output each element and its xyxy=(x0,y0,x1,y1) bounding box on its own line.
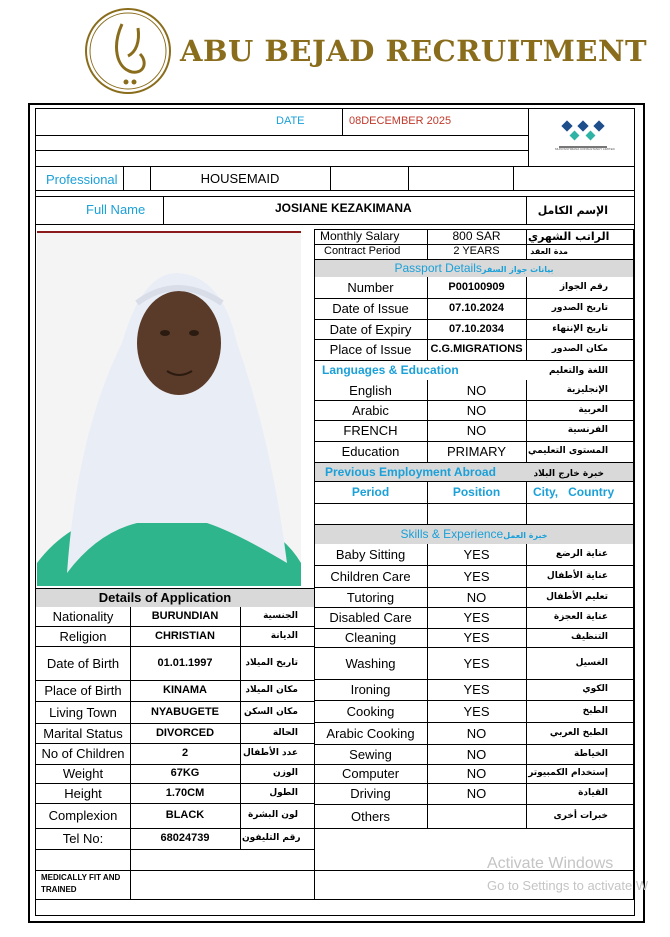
application-row-arabic: رقم التليفون xyxy=(242,833,301,843)
full-name-label: Full Name xyxy=(86,202,146,217)
applicant-photo xyxy=(37,231,301,586)
employment-col-position: Position xyxy=(452,485,501,499)
skill-row-label: Ironing xyxy=(350,682,391,697)
application-row-value: NYABUGETE xyxy=(150,706,220,718)
skill-row-value: YES xyxy=(463,610,490,625)
passport-row-label: Number xyxy=(347,280,394,295)
application-row-arabic: الديانة xyxy=(270,631,298,641)
skill-row-arabic: الكوي xyxy=(582,684,608,694)
application-row-arabic: عدد الأطفال xyxy=(242,748,298,758)
application-row-arabic: الطول xyxy=(269,788,298,798)
skill-row-value: NO xyxy=(466,747,487,762)
skill-row-label: Children Care xyxy=(330,569,411,584)
application-row-value: CHRISTIAN xyxy=(155,630,215,642)
application-row-arabic: مكان الميلاد xyxy=(245,685,298,695)
application-row-label: Weight xyxy=(62,766,104,781)
application-row-arabic: الوزن xyxy=(273,768,298,778)
skill-row-label: Arabic Cooking xyxy=(326,726,415,741)
skill-row-value: NO xyxy=(466,590,487,605)
application-row-arabic: الحالة xyxy=(272,728,298,738)
skill-row-value: YES xyxy=(463,547,490,562)
application-row-arabic: تاريخ الميلاد xyxy=(245,658,298,668)
skill-row-value: YES xyxy=(463,656,490,671)
application-row-label: Complexion xyxy=(48,808,118,823)
full-name-arabic: الإسم الكامل xyxy=(537,204,608,217)
skill-row-label: Cleaning xyxy=(344,630,397,645)
passport-row-value: C.G.MIGRATIONS xyxy=(430,343,523,355)
language-row-arabic: العربية xyxy=(578,405,608,415)
languages-title: Languages & Education xyxy=(322,363,459,377)
application-row-value: BURUNDIAN xyxy=(151,610,219,622)
application-row-value: KINAMA xyxy=(163,684,207,696)
employment-col-period: Period xyxy=(351,485,390,499)
skill-row-arabic: خبرات أخرى xyxy=(553,811,608,821)
medical-note: MEDICALLY FIT AND TRAINED xyxy=(41,873,121,894)
application-row-label: Place of Birth xyxy=(44,683,122,698)
passport-row-label: Place of Issue xyxy=(329,342,412,357)
passport-row-value: 07.10.2024 xyxy=(448,302,505,314)
company-logo xyxy=(82,6,174,96)
skill-row-label: Computer xyxy=(341,766,400,781)
salary-label: Monthly Salary xyxy=(320,229,400,243)
language-row-arabic: الإنجليزية xyxy=(566,385,608,395)
passport-row-label: Date of Issue xyxy=(332,301,409,316)
contract-period-arabic: مدة العقد xyxy=(530,247,568,256)
language-row-label: Education xyxy=(341,444,400,459)
salary-value: 800 SAR xyxy=(452,229,501,243)
passport-row-arabic: مكان الصدور xyxy=(551,344,608,354)
skills-title-ar: خبرة العمل xyxy=(503,531,548,540)
application-row-value: BLACK xyxy=(165,809,205,821)
language-row-label: FRENCH xyxy=(343,423,398,438)
skill-row-label: Baby Sitting xyxy=(335,547,406,562)
skill-row-arabic: تعليم الأطفال xyxy=(546,592,608,602)
skill-row-value: YES xyxy=(463,569,490,584)
application-row-label: Religion xyxy=(59,629,107,644)
passport-row-value: P00100909 xyxy=(448,281,505,293)
profession-label: Professional xyxy=(46,172,118,187)
passport-row-arabic: تاريخ الصدور xyxy=(551,303,608,313)
passport-row-value: 07.10.2034 xyxy=(448,323,505,335)
full-name-value: JOSIANE KEZAKIMANA xyxy=(275,201,412,215)
passport-title-ar: بيانات جواز السفر xyxy=(481,265,554,274)
company-name: ABU BEJAD RECRUITMENT xyxy=(180,34,648,68)
skill-row-value: YES xyxy=(463,630,490,645)
application-row-label: Height xyxy=(64,786,102,801)
skills-title-en: Skills & Experience xyxy=(400,527,504,541)
profession-value: HOUSEMAID xyxy=(200,171,280,186)
skill-row-label: Washing xyxy=(345,656,396,671)
passport-row-arabic: تاريخ الإنتهاء xyxy=(552,324,608,334)
application-row-value: 2 xyxy=(181,747,189,759)
skill-row-arabic: إستخدام الكمبيوتر xyxy=(528,768,608,778)
language-row-arabic: الفرنسية xyxy=(567,425,608,435)
language-row-label: Arabic xyxy=(352,403,389,418)
date-label: DATE xyxy=(276,115,305,127)
skill-row-value: NO xyxy=(466,726,487,741)
date-value: 08DECEMBER 2025 xyxy=(349,115,452,127)
skill-row-value: YES xyxy=(463,704,490,719)
skill-row-value: NO xyxy=(466,766,487,781)
salary-arabic: الراتب الشهري xyxy=(528,230,610,243)
passport-row-arabic: رقم الجواز xyxy=(559,282,608,292)
skill-row-arabic: عناية الرضع xyxy=(555,549,608,559)
skill-row-arabic: القيادة xyxy=(578,788,608,798)
skill-row-arabic: الطبخ xyxy=(582,706,608,716)
skill-row-arabic: الغسيل xyxy=(575,658,608,668)
skill-row-label: Others xyxy=(350,809,390,824)
skill-row-label: Cooking xyxy=(346,704,395,719)
application-row-label: Tel No: xyxy=(62,831,104,846)
language-row-value: NO xyxy=(466,423,487,438)
employment-title-arabic: خبرة خارج البلاد xyxy=(533,469,604,479)
skill-row-arabic: الطبخ العربي xyxy=(549,728,608,738)
application-row-value: 67KG xyxy=(170,767,200,779)
language-row-label: English xyxy=(349,383,392,398)
application-row-value: DIVORCED xyxy=(155,727,215,739)
skill-row-label: Tutoring xyxy=(346,590,395,605)
passport-title xyxy=(315,261,633,277)
skills-title xyxy=(315,527,633,543)
skill-row-value: NO xyxy=(466,786,487,801)
application-title: Details of Application xyxy=(98,590,232,605)
skill-row-arabic: التنظيف xyxy=(571,632,608,642)
contract-period-label: Contract Period xyxy=(324,245,401,257)
application-row-value: 01.01.1997 xyxy=(157,657,213,669)
skill-row-arabic: عناية الأطفال xyxy=(546,571,608,581)
application-row-label: Date of Birth xyxy=(46,656,120,671)
application-row-value: 1.70CM xyxy=(165,787,205,799)
application-row-label: Living Town xyxy=(49,705,117,720)
application-row-arabic: مكان السكن xyxy=(244,707,298,717)
application-row-label: No of Children xyxy=(41,746,125,761)
passport-row-label: Date of Expiry xyxy=(329,322,412,337)
application-row-label: Marital Status xyxy=(43,726,123,741)
passport-title-en: Passport Details xyxy=(394,261,482,275)
employment-col-country: Country xyxy=(568,485,615,499)
application-row-label: Nationality xyxy=(52,609,114,624)
activate-windows-subtitle: Go to Settings to activate W xyxy=(487,878,649,893)
contract-period-value: 2 YEARS xyxy=(453,245,500,257)
skill-row-label: Disabled Care xyxy=(329,610,412,625)
activate-windows-title: Activate Windows xyxy=(487,855,614,872)
employment-title: Previous Employment Abroad xyxy=(325,465,496,479)
language-row-value: PRIMARY xyxy=(447,444,506,459)
partner-logo-caption: MUNYANYIMANA CONSULTANCY LIMITED xyxy=(555,147,615,151)
application-row-value: 68024739 xyxy=(160,832,210,844)
language-row-arabic: المستوى التعليمي xyxy=(528,446,609,456)
application-row-arabic: الجنسية xyxy=(263,611,298,621)
employment-col-city xyxy=(533,485,614,500)
skill-row-label: Sewing xyxy=(349,747,392,762)
skill-row-arabic: عناية العجزة xyxy=(553,612,608,622)
skill-row-arabic: الخياطة xyxy=(574,749,608,759)
employment-col-city-text: City, xyxy=(533,485,559,499)
language-row-value: NO xyxy=(466,383,487,398)
languages-title-arabic: اللغة والتعليم xyxy=(548,366,608,376)
skill-row-label: Driving xyxy=(350,786,391,801)
application-row-arabic: لون البشرة xyxy=(247,810,298,820)
language-row-value: NO xyxy=(466,403,487,418)
skill-row-value: YES xyxy=(463,682,490,697)
